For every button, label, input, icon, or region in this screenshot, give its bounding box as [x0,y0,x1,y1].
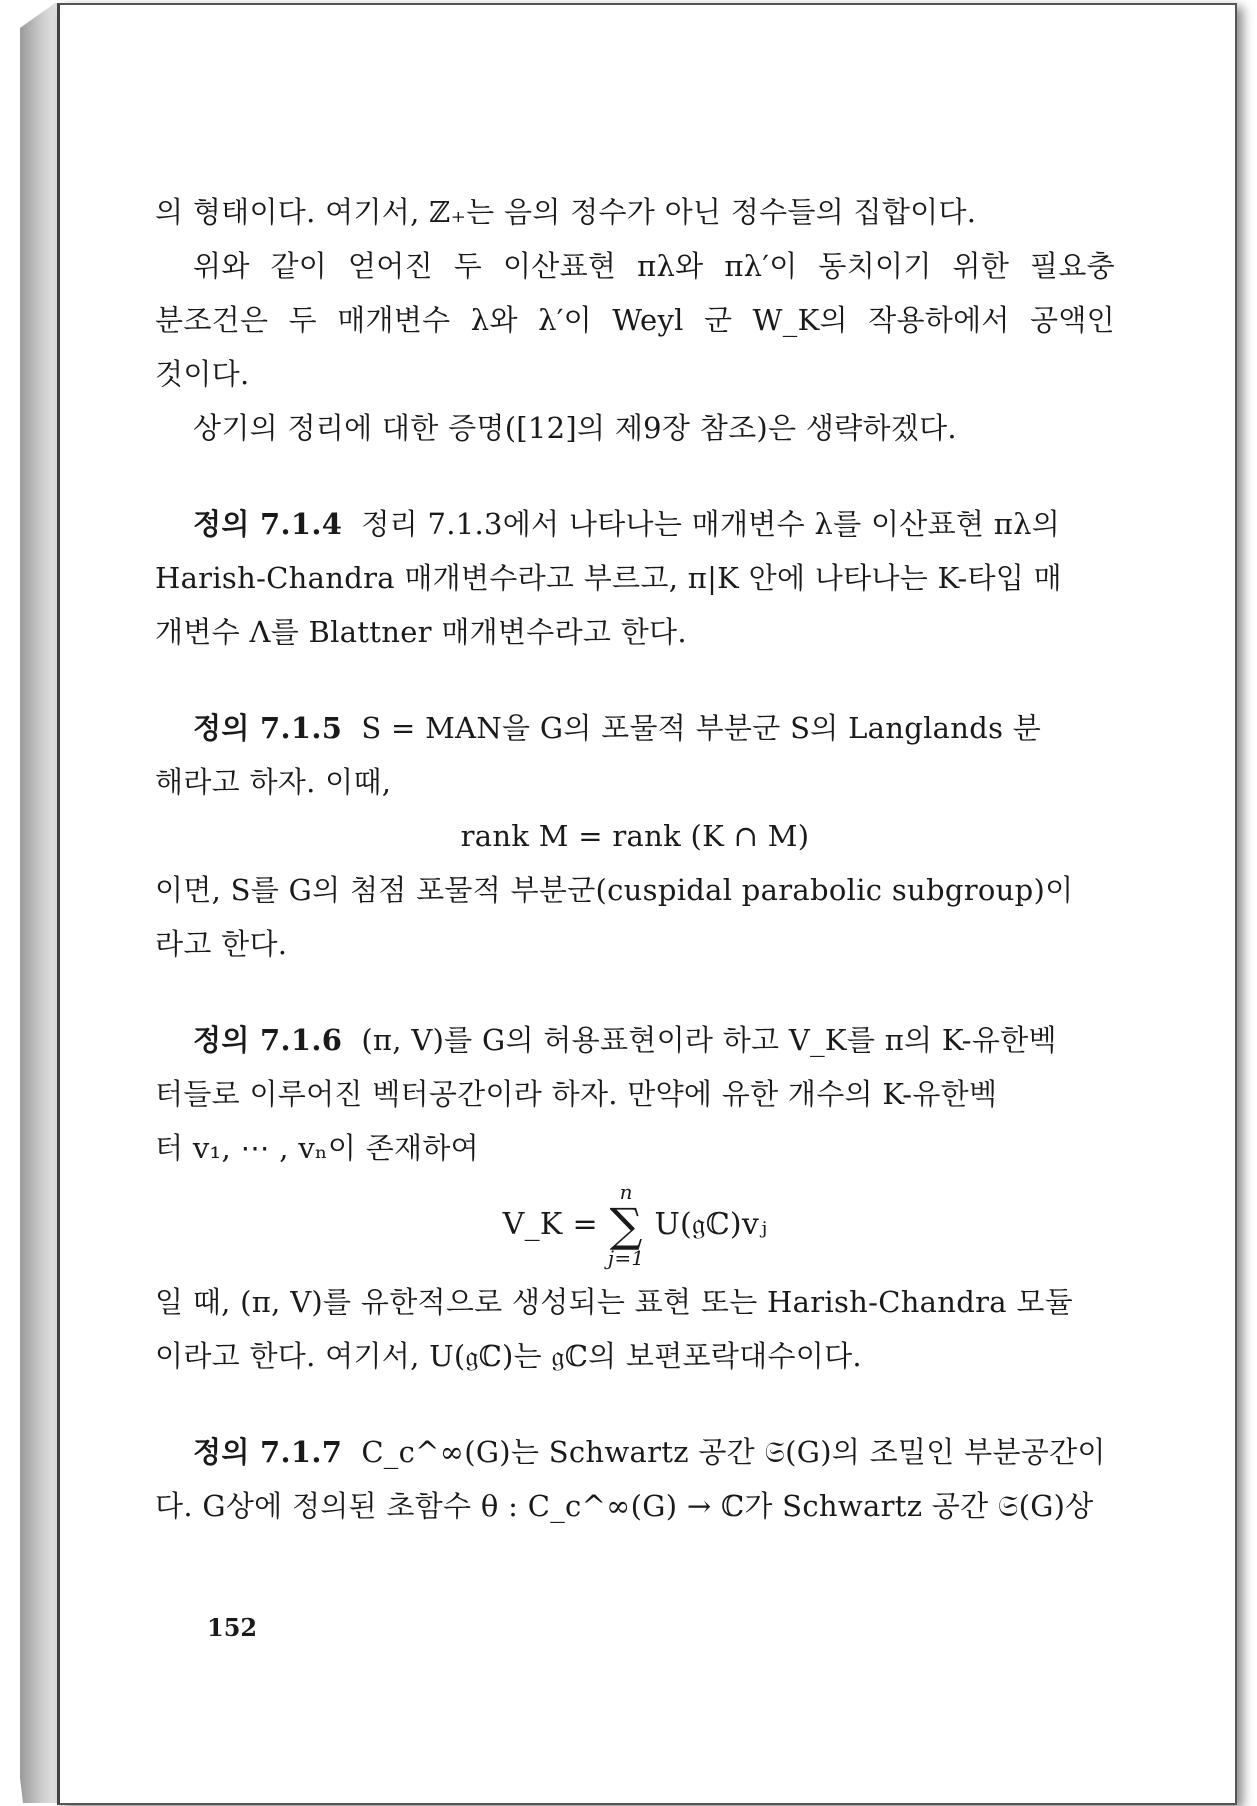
definition-text: (π, V)를 G의 허용표현이라 하고 V_K를 π의 K-유한벡 [361,1023,1057,1057]
text-line: 터 v₁, ⋯ , vₙ이 존재하여 [155,1131,479,1165]
text-line: 개변수 Λ를 Blattner 매개변수라고 한다. [155,615,687,649]
book-spine [20,3,58,1803]
definition-7-1-5-line [155,701,1115,755]
text-line: 해라고 하자. 이때, [155,765,392,799]
definition-text: S = MAN을 G의 포물적 부분군 S의 Langlands 분 [361,711,1042,745]
equation-lhs: V_K = [502,1207,598,1242]
text-line: 터들로 이루어진 벡터공간이라 하자. 만약에 유한 개수의 K-유한벡 [155,1077,998,1111]
definition-text: 정리 7.1.3에서 나타나는 매개변수 λ를 이산표현 πλ의 [361,507,1061,541]
display-equation-sum [155,1175,1115,1275]
text-line: 분조건은 두 매개변수 λ와 λ′이 Weyl 군 W_K의 작용하에서 공액인 [155,303,1115,337]
spacer [155,971,1115,1013]
definition-7-1-4-line [155,497,1115,551]
text-line: 상기의 정리에 대한 증명([12]의 제9장 참조)은 생략하겠다. [193,411,957,445]
display-equation: rank M = rank (K ∩ M) [460,819,810,853]
definition-7-1-6-line [155,1013,1115,1067]
summation [608,1182,645,1268]
definition-label: 정의 7.1.7 [193,1435,343,1469]
page-text [155,185,1115,1533]
text-line: 의 형태이다. 여기서, ℤ₊는 음의 정수가 아닌 정수들의 집합이다. [155,195,977,229]
spacer [155,1383,1115,1425]
definition-text: C_c^∞(G)는 Schwartz 공간 𝔖(G)의 조밀인 부분공간이 [361,1435,1106,1469]
text-line: 것이다. [155,357,250,391]
definition-7-1-7-line [155,1425,1115,1479]
summation-symbol: ∑ [609,1198,643,1252]
page-number: 152 [207,1613,258,1642]
text-line: 이라고 한다. 여기서, U(𝔤ℂ)는 𝔤ℂ의 보편포락대수이다. [155,1339,862,1373]
definition-label: 정의 7.1.5 [193,711,343,745]
text-line: Harish-Chandra 매개변수라고 부르고, π|K 안에 나타나는 K-타입 매 [155,561,1062,595]
spacer [155,455,1115,497]
equation-rhs: U(𝔤ℂ)vⱼ [654,1207,768,1242]
text-line: 위와 같이 얻어진 두 이산표현 πλ와 πλ′이 동치이기 위한 필요충 [193,249,1115,283]
spacer [155,659,1115,701]
definition-label: 정의 7.1.4 [193,507,343,541]
text-line: 일 때, (π, V)를 유한적으로 생성되는 표현 또는 Harish-Chandra 모듈 [155,1285,1074,1319]
text-line: 이면, S를 G의 첨점 포물적 부분군(cuspidal parabolic subgroup)이 [155,873,1074,907]
definition-label: 정의 7.1.6 [193,1023,343,1057]
summation-upper-limit: n [619,1180,633,1204]
text-line: 다. G상에 정의된 초함수 θ : C_c^∞(G) → ℂ가 Schwartz 공간 𝔖(G)상 [155,1489,1094,1523]
text-line: 라고 한다. [155,927,288,961]
summation-lower-limit: j=1 [607,1246,645,1270]
